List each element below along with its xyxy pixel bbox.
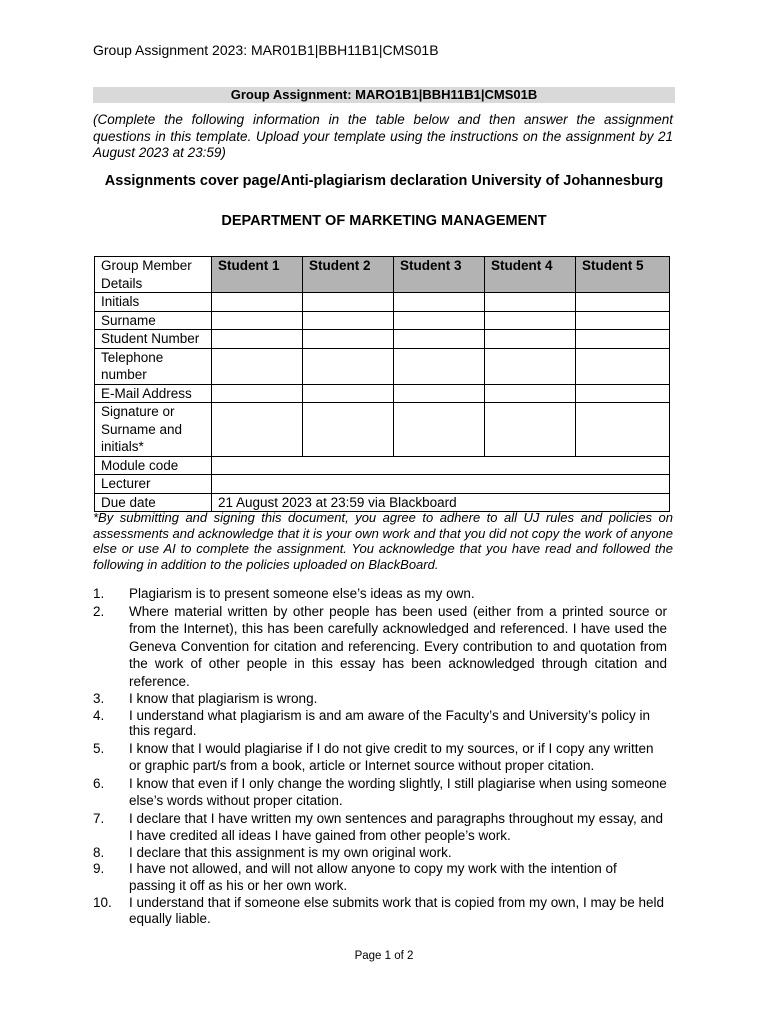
- page-header: Group Assignment 2023: MAR01B1|BBH11B1|CMS01B: [93, 42, 439, 58]
- student-1-header: Student 1: [212, 257, 303, 293]
- table-cell: [394, 330, 485, 349]
- list-item: 9. I have not allowed, and will not allow anyone to copy my work with the intention of passing it off as his or her own work.: [93, 860, 617, 893]
- table-cell: [394, 348, 485, 384]
- table-cell: [212, 403, 303, 457]
- list-item: 10. I understand that if someone else submits work that is copied from my own, I may be held equally liable.: [93, 894, 665, 926]
- table-cell: [303, 348, 394, 384]
- table-cell: [576, 348, 670, 384]
- table-cell: [212, 384, 303, 403]
- list-item: 7. I declare that I have written my own sentences and paragraphs throughout my essay, and I have credited all ideas I have gained from other people’s work.: [93, 810, 664, 843]
- row-label-student-number: Student Number: [95, 330, 212, 349]
- table-row: [95, 348, 670, 384]
- table-cell: [576, 311, 670, 330]
- table-cell: [485, 330, 576, 349]
- table-cell: [303, 330, 394, 349]
- table-cell: [303, 403, 394, 457]
- table-cell: [576, 293, 670, 312]
- table-cell: [485, 293, 576, 312]
- lecturer-value: [212, 475, 670, 494]
- table-header-row: [95, 257, 670, 293]
- student-5-header: Student 5: [576, 257, 670, 293]
- assignment-title-bar: Group Assignment: MARO1B1|BBH11B1|CMS01B: [93, 87, 675, 103]
- table-row: [95, 403, 670, 457]
- table-cell: [303, 384, 394, 403]
- group-member-details-header: Group Member Details: [95, 257, 212, 293]
- table-cell: [212, 311, 303, 330]
- row-label-surname: Surname: [95, 311, 212, 330]
- page-footer: Page 1 of 2: [354, 950, 414, 962]
- list-item: 4. I understand what plagiarism is and am aware of the Faculty’s and University’s policy in this regard.: [93, 707, 651, 738]
- submission-note: *By submitting and signing this document, you agree to adhere to all UJ rules and policies on assessments and acknowledge that it is your own work and that you did not copy the work of anyone else or use AI to complete the assignment. You acknowledge that you have read and followed the following in addition to the policies uploaded on BlackBoard.: [93, 510, 673, 572]
- table-cell: [394, 311, 485, 330]
- list-item: 5. I know that I would plagiarise if I do not give credit to my sources, or if I copy any written or graphic part/s from a book, article or Internet source without proper citation.: [93, 740, 654, 773]
- department-title: DEPARTMENT OF MARKETING MANAGEMENT: [221, 213, 547, 229]
- table-row: [95, 293, 670, 312]
- table-cell: [394, 293, 485, 312]
- table-cell: [394, 384, 485, 403]
- table-row: [95, 330, 670, 349]
- table-cell: [576, 403, 670, 457]
- row-label-telephone: Telephone number: [95, 348, 212, 384]
- row-label-lecturer: Lecturer: [95, 475, 212, 494]
- table-row: [95, 493, 670, 512]
- declaration-list: [93, 585, 667, 927]
- student-4-header: Student 4: [485, 257, 576, 293]
- table-cell: [212, 293, 303, 312]
- row-label-module-code: Module code: [95, 456, 212, 475]
- table-cell: [485, 311, 576, 330]
- table-cell: [212, 348, 303, 384]
- list-item: 3. I know that plagiarism is wrong.: [93, 691, 318, 706]
- student-2-header: Student 2: [303, 257, 394, 293]
- table-row: [95, 311, 670, 330]
- row-label-initials: Initials: [95, 293, 212, 312]
- table-cell: [485, 403, 576, 457]
- instructions-paragraph: (Complete the following information in the table below and then answer the assignment questions in this template. Upload your template using the instructions on the assignment by 21 August 2023 at 23:59): [93, 112, 673, 160]
- table-cell: [576, 384, 670, 403]
- table-cell: [485, 348, 576, 384]
- list-item: 8. I declare that this assignment is my own original work.: [93, 844, 452, 860]
- list-item: 1. Plagiarism is to present someone else’s ideas as my own.: [93, 586, 475, 601]
- list-item: 2. Where material written by other people has been used (either from a printed source or from the Internet), this has been carefully acknowledged and referenced. I have used the Geneva Convention for citation and referencing. Every contribution to and quotation from the work of other people in this essay has been acknowledged through citation and reference.: [93, 603, 667, 689]
- row-label-email: E-Mail Address: [95, 384, 212, 403]
- group-member-table: [94, 256, 670, 512]
- table-cell: [303, 293, 394, 312]
- table-cell: [303, 311, 394, 330]
- due-date-value: 21 August 2023 at 23:59 via Blackboard: [212, 493, 670, 512]
- table-row: [95, 475, 670, 494]
- table-cell: [576, 330, 670, 349]
- table-cell: [485, 384, 576, 403]
- table-row: [95, 384, 670, 403]
- table-cell: [212, 330, 303, 349]
- student-3-header: Student 3: [394, 257, 485, 293]
- list-item: 6. I know that even if I only change the wording slightly, I still plagiarise when using someone else’s words without proper citation.: [93, 775, 667, 808]
- table-cell: [394, 403, 485, 457]
- row-label-due-date: Due date: [95, 493, 212, 512]
- table-row: [95, 456, 670, 475]
- row-label-signature: Signature or Surname and initials*: [95, 403, 212, 457]
- cover-page-title: Assignments cover page/Anti-plagiarism declaration University of Johannesburg: [104, 173, 664, 189]
- module-code-value: [212, 456, 670, 475]
